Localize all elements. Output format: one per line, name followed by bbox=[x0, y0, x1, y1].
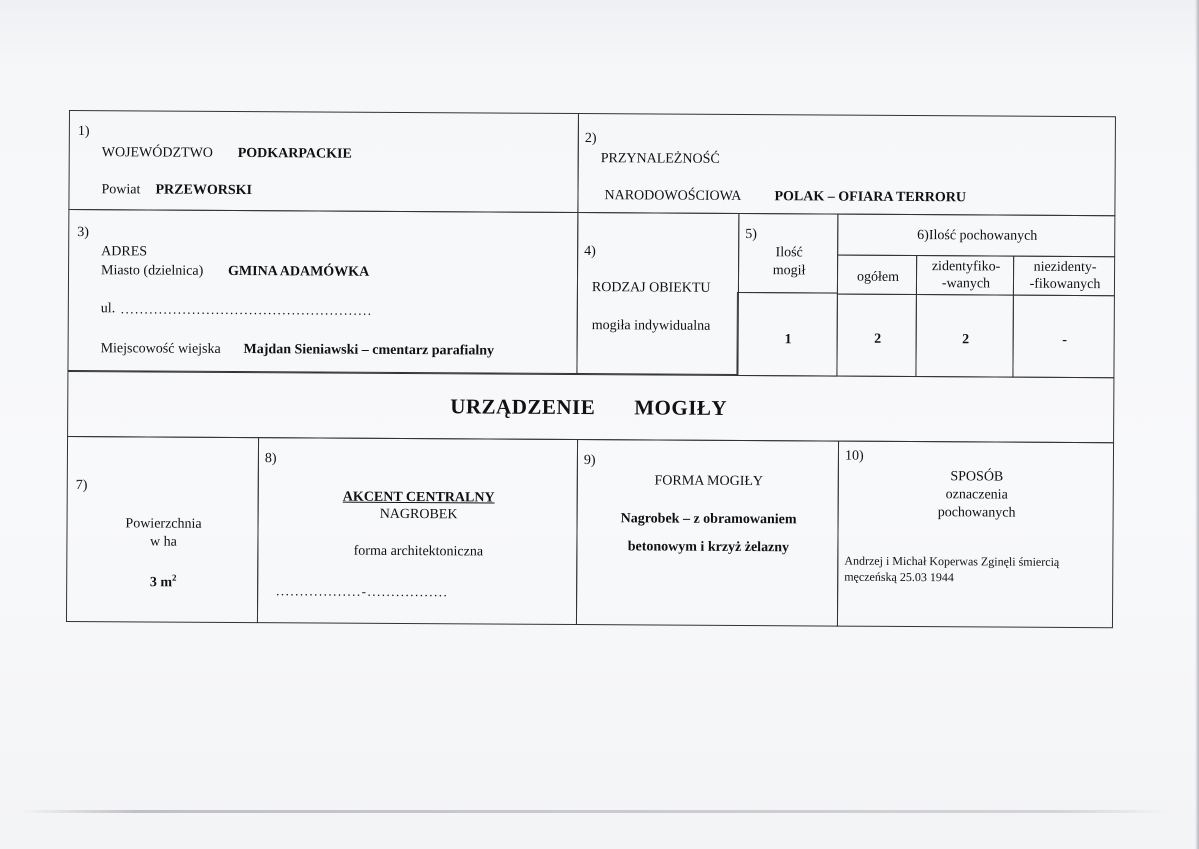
cell-grave-count-header bbox=[738, 213, 838, 294]
street-label: ul. bbox=[100, 301, 116, 317]
section-9-number: 9) bbox=[583, 453, 596, 469]
cell-address bbox=[67, 209, 578, 374]
section-3-number: 3) bbox=[77, 225, 89, 241]
cell-unidentified-value bbox=[1012, 295, 1114, 379]
county-value: PRZEWORSKI bbox=[155, 182, 253, 199]
nationality-label-2: NARODOWOŚCIOWA bbox=[604, 188, 742, 204]
city-label: Miasto (dzielnica) bbox=[101, 263, 204, 279]
section-8-number: 8) bbox=[264, 451, 277, 467]
cell-identified-header bbox=[916, 255, 1014, 296]
address-label: ADRES bbox=[101, 244, 148, 260]
county-label: Powiat bbox=[101, 182, 141, 198]
heading-word-2: MOGIŁY bbox=[634, 395, 728, 420]
object-type-value: mogiła indywidualna bbox=[591, 318, 711, 334]
cell-burial-marking bbox=[837, 441, 1114, 629]
page-right-edge bbox=[1195, 0, 1199, 849]
cell-heading bbox=[67, 371, 1114, 443]
grave-form-label: FORMA MOGIŁY bbox=[654, 473, 764, 490]
cell-nationality bbox=[577, 113, 1116, 216]
cell-buried-total-header bbox=[837, 255, 917, 295]
identified-label-1: zidentyfiko- bbox=[931, 259, 1001, 275]
unidentified-label-2: -fikowanych bbox=[1029, 276, 1101, 293]
village-label: Miejscowość wiejska bbox=[100, 341, 221, 357]
cell-grave-form bbox=[576, 439, 839, 627]
area-value: 3 $m^2$ bbox=[149, 572, 177, 591]
central-accent-subtitle: NAGROBEK bbox=[379, 506, 458, 523]
city-value: GMINA ADAMÓWKA bbox=[228, 263, 370, 280]
burial-marking-value-2: męczeńską 25.03 1944 bbox=[844, 569, 954, 585]
cell-object-type bbox=[576, 212, 739, 375]
architectural-form-dots: ..................-................. bbox=[276, 583, 449, 600]
cell-area bbox=[66, 436, 259, 623]
village-value: Majdan Sieniawski – cmentarz parafialny bbox=[243, 342, 495, 359]
unidentified-value: - bbox=[1062, 332, 1068, 348]
grave-record-form bbox=[66, 110, 1116, 638]
section-4-number: 4) bbox=[584, 244, 596, 260]
section-1-number: 1) bbox=[77, 124, 90, 140]
burial-marking-value-1: Andrzej i Michał Koperwas Zginęli śmiercią bbox=[844, 553, 1060, 569]
unidentified-label-1: niezidenty- bbox=[1033, 259, 1097, 276]
nationality-label-1: PRZYNALEŻNOŚĆ bbox=[600, 151, 720, 167]
burial-marking-label-3: pochowanych bbox=[937, 505, 1016, 521]
heading-word-1: URZĄDZENIE bbox=[450, 394, 596, 420]
voivodeship-label: WOJEWÓDZTWO bbox=[101, 145, 213, 161]
identified-label-2: -wanych bbox=[941, 276, 991, 292]
buried-total-label: ogółem bbox=[856, 269, 900, 285]
grave-count-label-1: Ilość bbox=[775, 245, 803, 261]
cell-identified-value bbox=[915, 294, 1013, 378]
identified-value: 2 bbox=[962, 332, 970, 348]
grave-count-label-2: mogił bbox=[772, 263, 806, 279]
grave-form-value-2: betonowym i krzyż żelazny bbox=[627, 539, 790, 556]
object-type-label: RODZAJ OBIEKTU bbox=[591, 280, 711, 296]
grave-form-value-1: Nagrobek – z obramowaniem bbox=[620, 511, 797, 528]
section-5-number: 5) bbox=[745, 227, 757, 243]
section-10-number: 10) bbox=[844, 448, 864, 464]
area-label-2: w ha bbox=[149, 534, 177, 550]
page-edge-shadow bbox=[20, 810, 1170, 813]
architectural-form-label: forma architektoniczna bbox=[353, 543, 484, 560]
buried-total-value: 2 bbox=[874, 331, 882, 347]
cell-buried-total-value bbox=[836, 294, 916, 377]
cell-central-accent bbox=[257, 437, 578, 625]
section-2-number: 2) bbox=[584, 131, 597, 147]
section-7-number: 7) bbox=[75, 478, 88, 494]
street-dots: ..................................................... bbox=[120, 301, 373, 318]
cell-voivodeship bbox=[68, 110, 579, 213]
cell-unidentified-header bbox=[1013, 256, 1115, 297]
buried-count-label: 6)Ilość pochowanych bbox=[917, 228, 1038, 244]
central-accent-title: AKCENT CENTRALNY bbox=[342, 489, 495, 506]
area-label-1: Powierzchnia bbox=[125, 516, 202, 532]
cell-buried-header bbox=[837, 214, 1115, 258]
grave-count-value: 1 bbox=[784, 332, 792, 348]
burial-marking-label-1: SPOSÓB bbox=[950, 469, 1004, 485]
nationality-value: POLAK – OFIARA TERRORU bbox=[774, 189, 967, 206]
voivodeship-value: PODKARPACKIE bbox=[237, 146, 352, 162]
burial-marking-label-2: oznaczenia bbox=[945, 487, 1008, 503]
cell-grave-count-value bbox=[736, 292, 837, 377]
